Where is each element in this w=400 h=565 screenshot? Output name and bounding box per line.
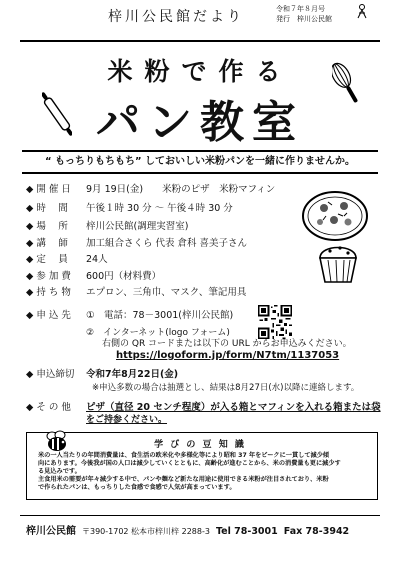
knowledge-line: 米の一人当たりの年間消費量は、食生活の欧米化や多様化等により昭和 37 年をピークに一貫して減少傾	[38, 452, 330, 459]
deadline-section	[26, 369, 178, 381]
detail-row-time	[26, 203, 233, 215]
footer-org: 梓川公民館	[26, 526, 76, 537]
footer-divider	[20, 515, 380, 516]
application-url-link[interactable]: https://logoform.jp/form/N7tm/1137053	[116, 350, 340, 361]
footer-address: 〒390-1702 松本市梓川梓 2288-3	[82, 527, 210, 536]
knowledge-text	[38, 452, 372, 492]
other-label: ◆ そ の 他	[26, 402, 71, 413]
footer-tel: Tel 78-3001	[215, 526, 278, 537]
apply-section	[26, 310, 233, 322]
detail-label: ◆ 時 間	[26, 203, 68, 214]
deadline-value: 令和7年8月22日(金)	[86, 369, 179, 380]
apply-internet: ② インターネット(logo フォーム)	[86, 328, 230, 338]
knowledge-title: 学 び の 豆 知 識	[154, 440, 246, 450]
whisk-icon	[332, 60, 360, 108]
detail-value: 午後１時 30 分 ～ 午後４時 30 分	[86, 203, 233, 214]
issue-info	[276, 4, 332, 24]
other-line2: をご持参ください。	[86, 415, 168, 425]
apply-internet-note: 右側の QR コードまたは以下の URL からお申込みください。	[102, 339, 352, 349]
knowledge-line: で作られたパンは、もっちりした食感で食感で人気が高まっています。	[38, 484, 236, 491]
detail-value: 24人	[86, 254, 108, 265]
issue-date: 令和７年８月号	[276, 5, 325, 13]
invitation-banner: “ もっちりもちもち” しておいしい米粉パンを一緒に作りませんか。	[22, 150, 378, 174]
newsletter-title: 梓川公民館だより	[108, 9, 244, 25]
detail-value: 600円（材料費）	[86, 271, 162, 282]
bee-mascot-icon	[44, 430, 70, 452]
detail-label: ◆ 講 師	[26, 238, 68, 249]
issue-publisher: 発行 梓川公民館	[276, 15, 332, 23]
detail-row-fee	[26, 271, 161, 283]
footer-fax: Fax 78-3942	[283, 526, 350, 537]
apply-label: ◆ 申 込 先	[26, 310, 71, 321]
detail-value: エプロン、三角巾、マスク、筆記用具	[86, 287, 247, 298]
detail-label: ◆ 開 催 日	[26, 184, 71, 195]
knowledge-line: 向にあります。今後我が国の人口は減少していくとともに、高齢化が進むことから、米の消費量も更に減少す	[38, 460, 341, 467]
other-line1: ピザ（直径 20 センチ程度）が入る箱とマフィンを入れる箱または袋	[86, 402, 381, 413]
event-title: パン教室	[96, 97, 304, 148]
deadline-label: ◆ 申込締切	[26, 369, 75, 380]
muffin-illustration	[312, 236, 364, 288]
detail-label: ◆ 持 ち 物	[26, 287, 71, 298]
detail-value: 9月 19日(金) 米粉のピザ 米粉マフィン	[86, 184, 276, 195]
detail-row-instructor	[26, 238, 247, 250]
detail-value: 梓川公民館(調理実習室)	[86, 221, 189, 232]
header-divider	[20, 40, 380, 42]
other-section	[26, 402, 381, 414]
detail-row-date	[26, 184, 275, 196]
detail-label: ◆ 場 所	[26, 221, 68, 232]
detail-value: 加工組合さくら 代表 倉科 喜美子さん	[86, 238, 248, 249]
detail-label: ◆ 参 加 費	[26, 271, 71, 282]
knowledge-line: 主食用米の需要が年々減少する中で、パンや麺など新たな用途に使用できる米粉が注目されており、米粉	[38, 476, 329, 483]
detail-label: ◆ 定 員	[26, 254, 68, 265]
rolling-pin-icon	[42, 86, 72, 142]
decorative-figure-icon	[355, 3, 369, 19]
deadline-note: ※申込多数の場合は抽選とし、結果は8月27日(水)以降に連絡します。	[92, 383, 360, 393]
apply-phone: ① 電話：78－3001(梓川公民館)	[86, 310, 234, 321]
footer	[26, 522, 349, 537]
detail-row-belongings	[26, 287, 246, 299]
event-subtitle: 米粉で作る	[107, 57, 293, 86]
qr-code[interactable]	[258, 305, 292, 339]
knowledge-line: る見込みです。	[38, 468, 81, 475]
detail-row-capacity	[26, 254, 108, 266]
detail-row-place	[26, 221, 188, 233]
